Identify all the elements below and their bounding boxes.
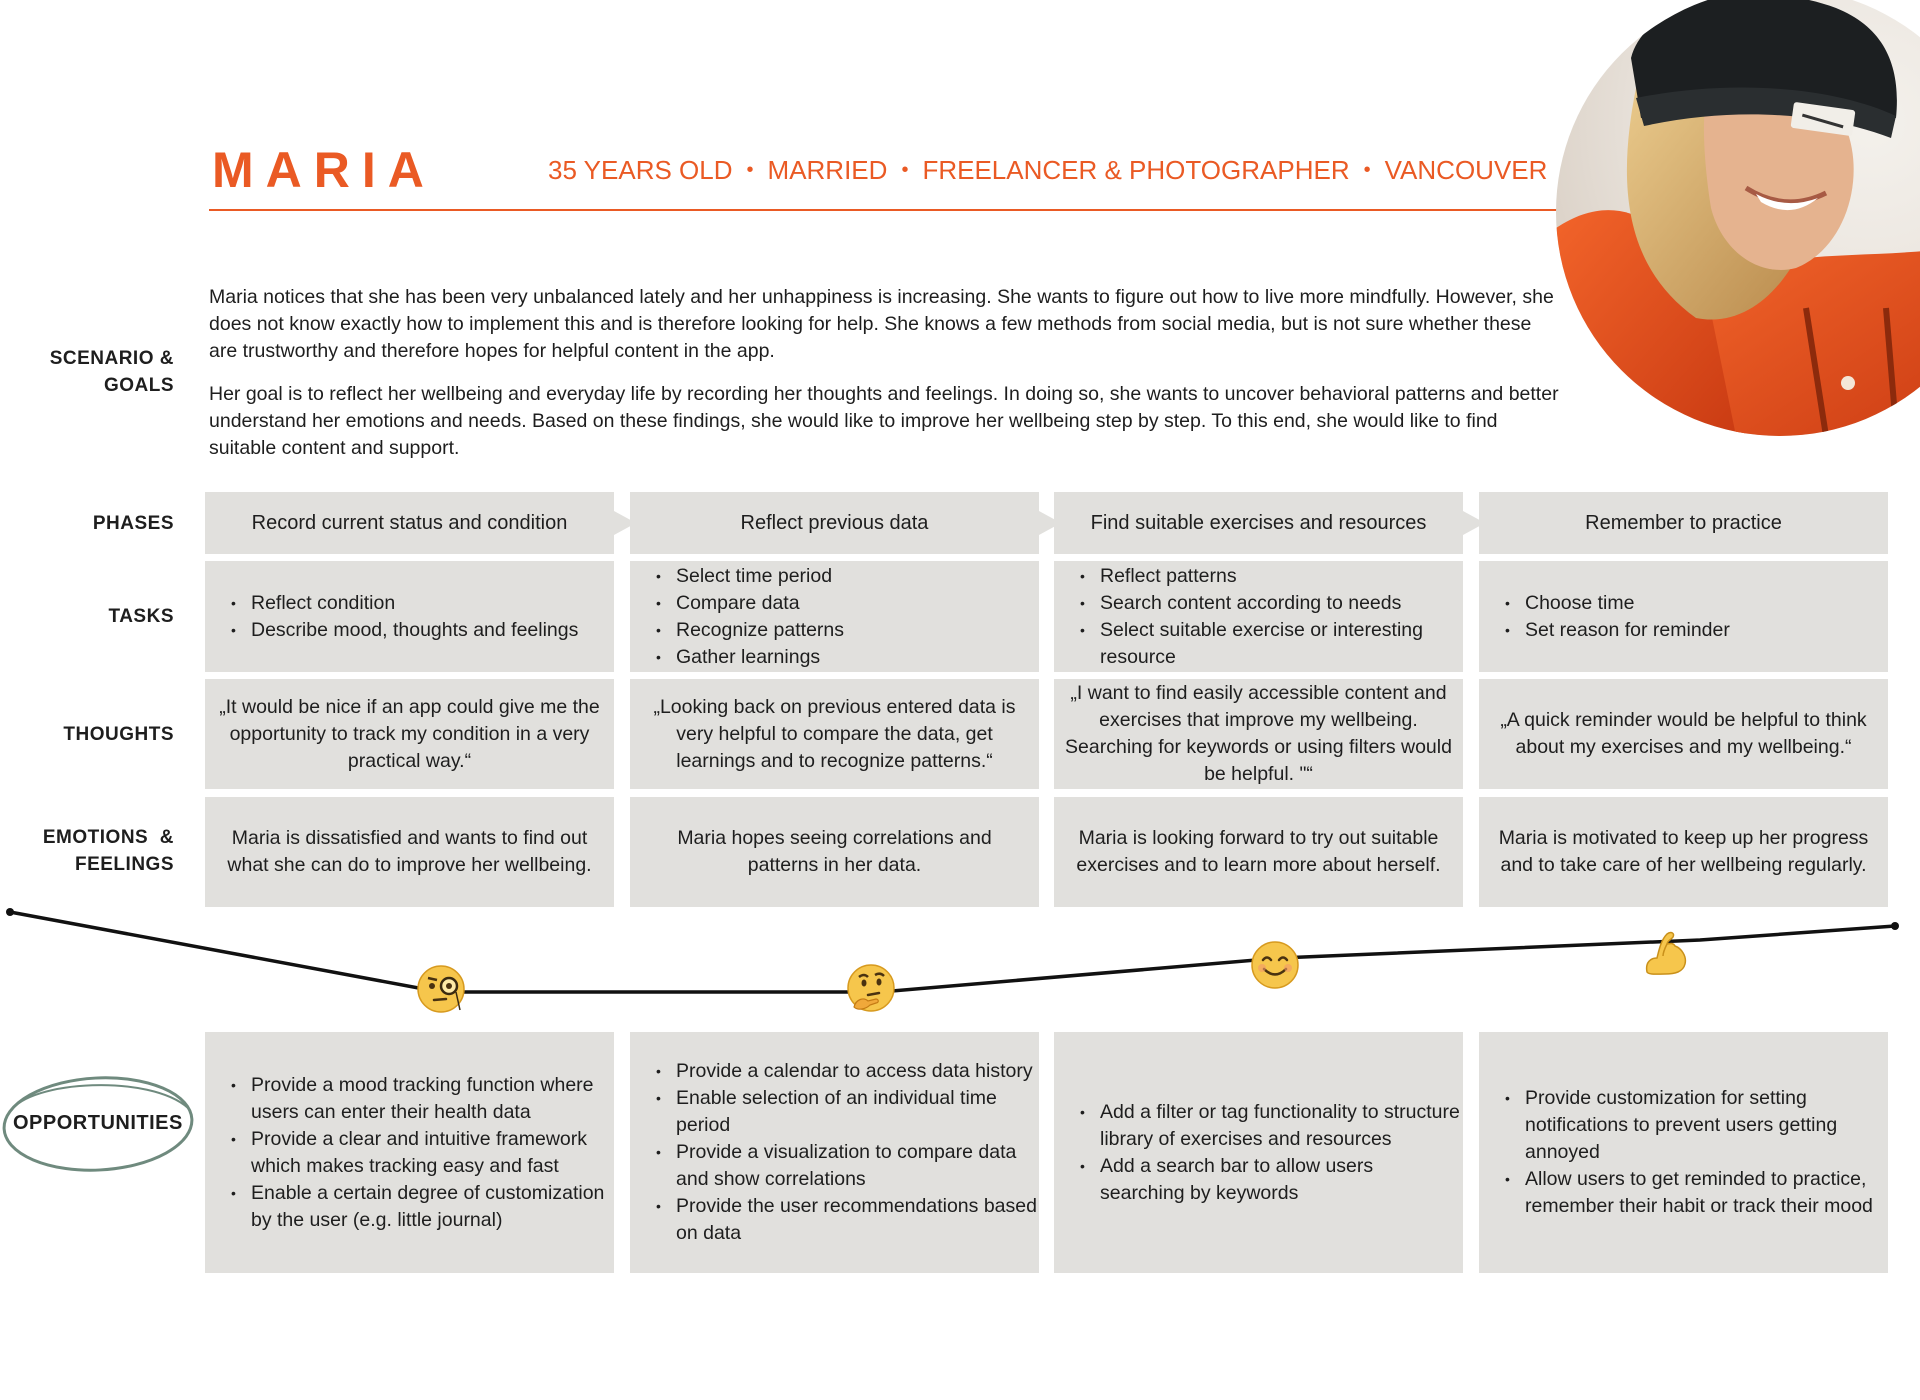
- emotion-text: Maria is dissatisfied and wants to find out what she can do to improve her wellbeing.: [205, 797, 614, 907]
- emotion-text: Maria hopes seeing correlations and patterns in her data.: [630, 797, 1039, 907]
- opportunity-item: • Enable a certain degree of customization by the user (e.g. little journal): [227, 1180, 614, 1234]
- emotion-text: Maria is looking forward to try out suitable exercises and to learn more about herself.: [1054, 797, 1463, 907]
- opportunity-item: • Provide a clear and intuitive framework which makes tracking easy and fast: [227, 1126, 614, 1180]
- phase-remember-practice: Remember to practice: [1479, 492, 1888, 554]
- task-item: • Reflect condition: [227, 590, 614, 617]
- thought-quote: „I want to find easily accessible content and exercises that improve my wellbeing. Searching for keywords or using filters would be helpful. "“: [1054, 679, 1463, 789]
- persona-occupation: FREELANCER & PHOTOGRAPHER: [922, 155, 1350, 185]
- task-item: • Choose time: [1501, 590, 1888, 617]
- opportunity-list: [1064, 1099, 1463, 1207]
- opportunities-cell: [205, 1032, 614, 1273]
- flexed-biceps-icon: [1641, 928, 1691, 978]
- smiling-face-icon: [1250, 940, 1300, 990]
- task-item: • Recognize patterns: [652, 617, 1039, 644]
- monocle-face-icon: [416, 964, 466, 1014]
- curve-start-point: [6, 908, 14, 916]
- label-thoughts: THOUGHTS: [63, 724, 174, 745]
- thought-quote: „It would be nice if an app could give me the opportunity to track my condition in a very practical way.“: [205, 679, 614, 789]
- persona-details: [548, 152, 1547, 188]
- label-scenario-line2: GOALS: [103, 375, 174, 396]
- scenario-paragraph: Maria notices that she has been very unbalanced lately and her unhappiness is increasing. She wants to figure out how to live more mindfully. However, she does not know exactly how to implement this and is therefore looking for help. She knows a few methods from social media, but is not sure whether these are trustworthy and therefore hopes for helpful content in the app.: [209, 286, 1554, 362]
- task-item: • Select suitable exercise or interesting resource: [1076, 617, 1463, 671]
- label-tasks: TASKS: [108, 606, 174, 627]
- phase-find-exercises: Find suitable exercises and resources: [1054, 492, 1463, 554]
- label-emotions-line2: FEELINGS: [74, 854, 174, 875]
- task-list: [215, 590, 614, 644]
- scenario-text: [209, 284, 1559, 478]
- label-emotions: [20, 824, 174, 878]
- goals-paragraph: Her goal is to reflect her wellbeing and everyday life by recording her thoughts and feelings. In doing so, she wants to uncover behavioral patterns and better understand her emotions and needs. Based on these findings, she would like to improve her wellbeing step by step. To this end, she would like to find suitable content and support.: [209, 383, 1559, 459]
- header-divider: [209, 209, 1560, 211]
- opportunities-cell: [630, 1032, 1039, 1273]
- task-list: [1489, 590, 1888, 644]
- tasks-cell: [205, 561, 614, 672]
- persona-photo: [1556, 0, 1920, 436]
- task-item: • Compare data: [652, 590, 1039, 617]
- persona-location: VANCOUVER: [1384, 155, 1548, 185]
- thought-quote: „Looking back on previous entered data is very helpful to compare the data, get learnings and to recognize patterns.“: [630, 679, 1039, 789]
- phase-record-status: Record current status and condition: [205, 492, 614, 554]
- emotion-text: Maria is motivated to keep up her progress and to take care of her wellbeing regularly.: [1479, 797, 1888, 907]
- emotion-curve: [0, 900, 1920, 1030]
- separator-dot: •: [901, 159, 909, 181]
- opportunity-item: • Add a search bar to allow users searching by keywords: [1076, 1153, 1463, 1207]
- opportunity-list: [215, 1072, 614, 1234]
- label-phases: PHASES: [92, 513, 174, 534]
- task-item: • Search content according to needs: [1076, 590, 1463, 617]
- label-opportunities: OPPORTUNITIES: [13, 1112, 183, 1134]
- emotion-line: [10, 912, 1895, 992]
- label-emotions-line1: EMOTIONS &: [42, 827, 174, 848]
- opportunity-list: [1489, 1085, 1888, 1220]
- opportunity-item: • Enable selection of an individual time period: [652, 1085, 1039, 1139]
- persona-age: 35 YEARS OLD: [548, 155, 733, 185]
- opportunity-item: • Provide customization for setting notifications to prevent users getting annoyed: [1501, 1085, 1888, 1166]
- opportunity-item: • Provide a visualization to compare data and show correlations: [652, 1139, 1039, 1193]
- tasks-cell: [630, 561, 1039, 672]
- opportunity-item: • Provide a calendar to access data history: [652, 1058, 1039, 1085]
- opportunities-cell: [1479, 1032, 1888, 1273]
- tasks-cell: [1054, 561, 1463, 672]
- persona-name: MARIA: [212, 142, 436, 198]
- task-item: • Gather learnings: [652, 644, 1039, 671]
- task-list: [1064, 563, 1463, 671]
- task-item: • Select time period: [652, 563, 1039, 590]
- opportunity-list: [640, 1058, 1039, 1247]
- opportunities-cell: [1054, 1032, 1463, 1273]
- curve-end-point: [1891, 922, 1899, 930]
- separator-dot: •: [1363, 159, 1371, 181]
- thought-quote: „A quick reminder would be helpful to think about my exercises and my wellbeing.“: [1479, 679, 1888, 789]
- label-scenario-line1: SCENARIO &: [49, 348, 174, 369]
- thinking-face-icon: [846, 963, 896, 1013]
- task-item: • Set reason for reminder: [1501, 617, 1888, 644]
- persona-status: MARRIED: [767, 155, 888, 185]
- opportunity-item: • Allow users to get reminded to practice, remember their habit or track their mood: [1501, 1166, 1888, 1220]
- separator-dot: •: [746, 159, 754, 181]
- opportunity-item: • Provide the user recommendations based on data: [652, 1193, 1039, 1247]
- task-item: • Reflect patterns: [1076, 563, 1463, 590]
- opportunity-item: • Provide a mood tracking function where users can enter their health data: [227, 1072, 614, 1126]
- opportunity-item: • Add a filter or tag functionality to structure library of exercises and resources: [1076, 1099, 1463, 1153]
- task-item: • Describe mood, thoughts and feelings: [227, 617, 614, 644]
- task-list: [640, 563, 1039, 671]
- tasks-cell: [1479, 561, 1888, 672]
- label-scenario: [20, 345, 174, 399]
- phase-reflect-data: Reflect previous data: [630, 492, 1039, 554]
